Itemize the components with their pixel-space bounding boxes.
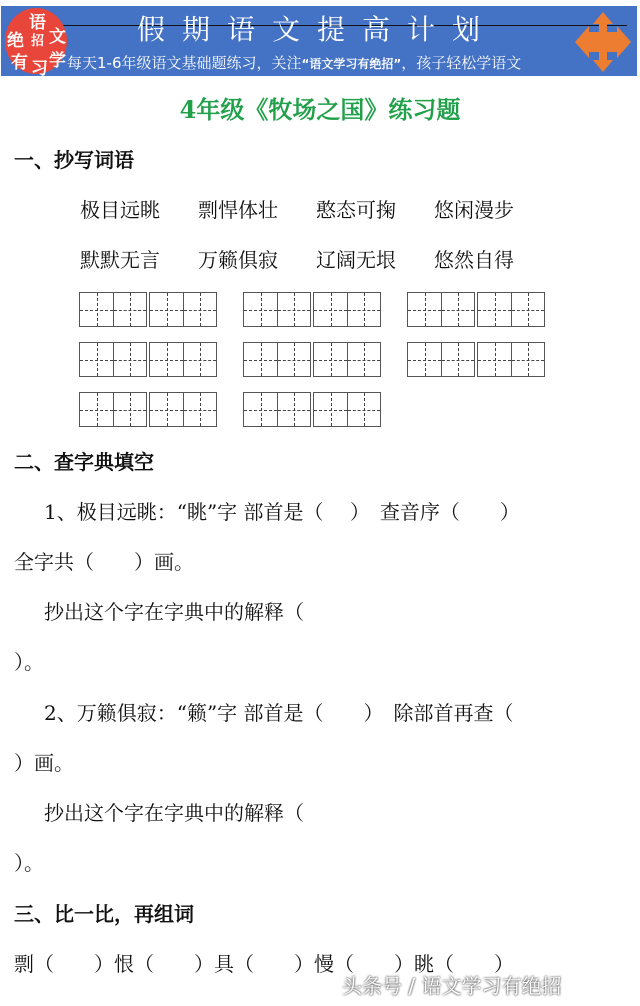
question-text: ）画。 [14,751,74,775]
writing-grid[interactable] [79,392,217,427]
grid-pair [477,342,545,377]
grid-cell[interactable] [183,343,216,376]
subtitle-text: ，孩子轻松学语文 [401,54,522,72]
word: 悠然自得 [434,248,514,272]
grid-cell[interactable] [150,293,183,326]
grid-cell[interactable] [80,393,113,426]
grid-cell[interactable] [441,343,474,376]
grid-pair [243,342,311,377]
banner-subtitle [67,52,521,73]
grid-cell[interactable] [478,293,511,326]
grid-cell[interactable] [113,343,146,376]
writing-grid[interactable] [79,342,217,377]
banner-title: 假期语文提高计划 [137,13,498,46]
question-text: 2、万籁俱寂：“籁”字 部首是（ ） 除部首再查（ [44,701,514,725]
grid-cell[interactable] [80,343,113,376]
grid-pair [243,392,311,427]
word: 辽阔无垠 [316,248,396,272]
grid-cell[interactable] [478,343,511,376]
grid-cell[interactable] [113,393,146,426]
word: 万籁俱寂 [198,248,278,272]
logo-char: 学 [49,51,66,71]
subtitle-text: 每天1-6年级语文基础题练习，关注 [67,54,302,72]
page-title: 4年级《牧场之国》练习题 [179,95,461,124]
grid-cell[interactable] [441,293,474,326]
grid-pair [313,342,381,377]
grid-cell[interactable] [314,393,347,426]
watermark: 头条号 / 语文学习有绝招 [342,974,562,998]
grid-cell[interactable] [113,293,146,326]
grid-cell[interactable] [314,293,347,326]
grid-cell[interactable] [314,343,347,376]
grid-cell[interactable] [277,343,310,376]
grid-cell[interactable] [150,393,183,426]
writing-grid[interactable] [79,292,217,327]
grid-cell[interactable] [150,343,183,376]
grid-cell[interactable] [511,293,544,326]
grid-pair [313,392,381,427]
grid-cell[interactable] [347,343,380,376]
question-text: 剽（ ）恨（ ）具（ ）慢（ ）眺（ ） [14,952,514,976]
question-text: ）。 [14,851,44,875]
logo-char: 习 [31,59,48,79]
section-heading: 二、查字典填空 [14,450,154,474]
word: 极目远眺 [80,198,160,222]
grid-cell[interactable] [347,393,380,426]
grid-cell[interactable] [244,343,277,376]
grid-cell[interactable] [80,293,113,326]
question-text: 1、极目远眺：“眺”字 部首是（ ） 查音序（ ） [44,500,520,524]
grid-cell[interactable] [244,293,277,326]
grid-pair [407,342,475,377]
question-text: ）。 [14,650,44,674]
arrows-icon [575,12,631,72]
logo-char: 绝 [7,31,24,51]
grid-pair [79,292,147,327]
logo-char: 招 [31,34,45,49]
word: 剽悍体壮 [198,198,278,222]
grid-cell[interactable] [347,293,380,326]
section-heading: 三、比一比，再组词 [14,902,194,926]
writing-grid[interactable] [243,342,381,377]
question-text: 抄出这个字在字典中的解释（ [44,801,304,825]
header-banner [1,6,637,79]
grid-cell[interactable] [277,293,310,326]
writing-grid[interactable] [407,342,545,377]
writing-grid[interactable] [407,292,545,327]
grid-cell[interactable] [183,293,216,326]
grid-cell[interactable] [408,293,441,326]
grid-pair [79,342,147,377]
word: 默默无言 [80,248,160,272]
question-text: 抄出这个字在字典中的解释（ [44,600,304,624]
logo-char: 语 [29,13,46,33]
grid-pair [313,292,381,327]
grid-cell[interactable] [511,343,544,376]
logo [5,8,67,79]
grid-pair [149,342,217,377]
writing-grid[interactable] [243,392,381,427]
grid-pair [149,392,217,427]
question-text: 全字共（ ）画。 [14,550,194,574]
grid-pair [149,292,217,327]
grid-cell[interactable] [244,393,277,426]
logo-char: 文 [49,27,66,47]
grid-cell[interactable] [183,393,216,426]
word: 憨态可掬 [316,198,396,222]
writing-grid[interactable] [243,292,381,327]
subtitle-account: “语文学习有绝招” [301,57,402,71]
grid-pair [79,392,147,427]
grid-pair [407,292,475,327]
grid-cell[interactable] [408,343,441,376]
section-heading: 一、抄写词语 [14,148,134,172]
word: 悠闲漫步 [434,198,514,222]
grid-cell[interactable] [277,393,310,426]
grid-pair [243,292,311,327]
grid-pair [477,292,545,327]
logo-char: 有 [11,53,28,73]
